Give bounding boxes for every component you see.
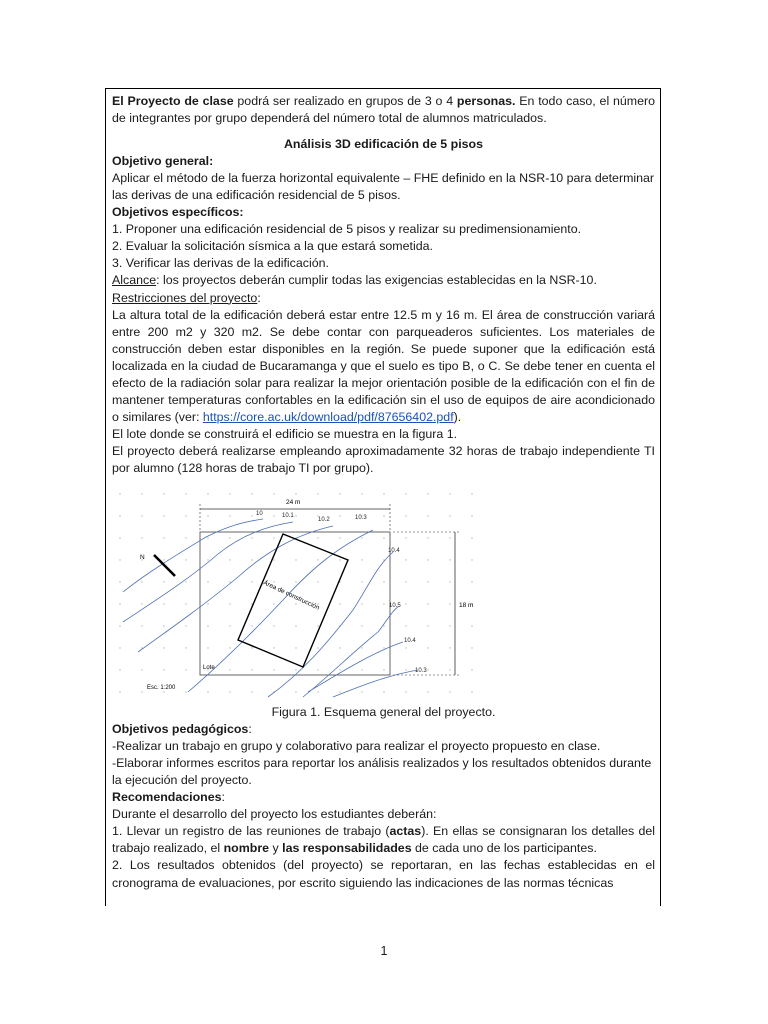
pedagogical-item: -Elaborar informes escritos para reportar los análisis realizados y los resultados obtenidos durante la ejecución del proyecto. [112,756,652,788]
scope-label: Alcance [112,273,157,288]
intro-text-1: podrá ser realizado en grupos de 3 o 4 [233,94,457,108]
intro-text-2: En todo caso, el número de integrantes por grupo dependerá del número total de alumnos matriculados. [112,94,656,126]
contour-label: 10.4 [388,548,400,555]
specific-objective-item: 1. Proponer una edificación residencial de 5 pisos y realizar su predimensionamiento. [112,222,582,237]
contour-label: 10.1 [282,513,294,520]
page-number: 1 [380,944,388,958]
site-plan-diagram [118,492,488,704]
reference-link[interactable]: https://core.ac.uk/download/pdf/87656402.pdf [202,409,454,424]
recommendations-colon: : [221,790,225,805]
restrictions-paragraph [112,307,655,426]
contour-label: 10.4 [404,638,416,645]
pedagogical-label: Objetivos pedagógicos [112,722,249,737]
rec1-text-e: y [269,841,283,856]
recommendations-heading [112,789,655,806]
recommendations-label: Recomendaciones [112,790,222,805]
general-objective-heading: Objetivo general: [112,154,214,169]
recommendations-intro: Durante el desarrollo del proyecto los estudiantes deberán: [112,807,437,822]
height-label: 18 m [459,602,474,610]
rec1-text-a: 1. Llevar un registro de las reuniones de trabajo ( [112,824,390,839]
intro-paragraph [112,93,655,127]
pedagogical-item: -Realizar un trabajo en grupo y colaborativo para realizar el proyecto propuesto en clase. [112,739,601,754]
width-label: 24 m [286,499,301,507]
general-objective-text: Aplicar el método de la fuerza horizontal equivalente – FHE definido en la NSR-10 para determinar las derivas de una edificación residencial de 5 pisos. [112,171,655,203]
rec1-bold-nombre: nombre [223,841,270,856]
intro-bold-2: personas. [456,94,516,108]
north-label: N [140,554,145,562]
document-box [105,88,661,906]
figure-1 [112,492,655,704]
specific-objectives-heading: Objetivos específicos: [112,205,244,220]
restrictions-colon: : [257,290,261,305]
hours-paragraph: El proyecto deberá realizarse empleando aproximadamente 32 horas de trabajo independiente TI por alumno (128 horas de trabajo TI por grupo). [112,443,655,475]
contour-label: 10.3 [355,515,367,522]
recommendation-item-1 [112,823,655,857]
contour-label: 10.5 [389,603,401,610]
recommendation-item-2: 2. Los resultados obtenidos (del proyecto) se reportaran, en las fechas establecidas en el cronograma de evaluaciones, por escrito siguiendo las indicaciones de las normas técnicas [112,858,655,890]
lot-sentence: El lote donde se construirá el edificio se muestra en la figura 1. [112,426,458,441]
rec1-text-c: ). En ellas se consignaran los detalles del trabajo realizado, el [112,824,656,856]
specific-objective-item: 3. Verificar las derivas de la edificación. [112,256,329,271]
rec1-bold-actas: actas [389,824,422,839]
restrictions-heading [112,290,655,307]
scope-paragraph [112,272,655,289]
pedagogical-heading [112,721,655,738]
intro-bold-1: El Proyecto de clase [112,94,234,108]
construction-area-label: Área de construcción [262,579,321,612]
restrictions-text-end: ). [453,409,462,424]
document-title: Análisis 3D edificación de 5 pisos [283,137,483,152]
scope-text: : los proyectos deberán cumplir todas las exigencias establecidas en la NSR-10. [156,273,597,288]
contour-label: 10 [256,511,263,518]
figure-caption: Figura 1. Esquema general del proyecto. [271,705,496,720]
scale-label: Esc. 1:200 [147,685,176,692]
specific-objective-item: 2. Evaluar la solicitación sísmica a la que estará sometida. [112,239,433,254]
rec1-bold-responsabilidades: las responsabilidades [282,841,412,856]
contour-label: 10.2 [318,517,330,524]
rec1-text-g: de cada uno de los participantes. [411,841,597,856]
restrictions-label: Restricciones del proyecto [112,290,258,305]
lot-label: Lote [203,665,215,672]
contour-label: 10.3 [415,668,427,675]
pedagogical-colon: : [248,722,252,737]
restrictions-text: La altura total de la edificación deberá estar entre 12.5 m y 16 m. El área de construcción variará entre 200 m2 y 320 m2. Se debe contar con parqueaderos suficientes. Los materiales de construcción deben estar disponibles en la región. Se puede suponer que la edificación está localizada en la ciudad de Bucaramanga y que el suelo es tipo B, o C. Se debe tener en cuenta el efecto de la radiación solar para realizar la mejor orientación posible de la edificación con el fin de mantener temperaturas confortables en la edificación sin el uso de equipos de aire acondicionado o similares (ver: [112,307,655,424]
